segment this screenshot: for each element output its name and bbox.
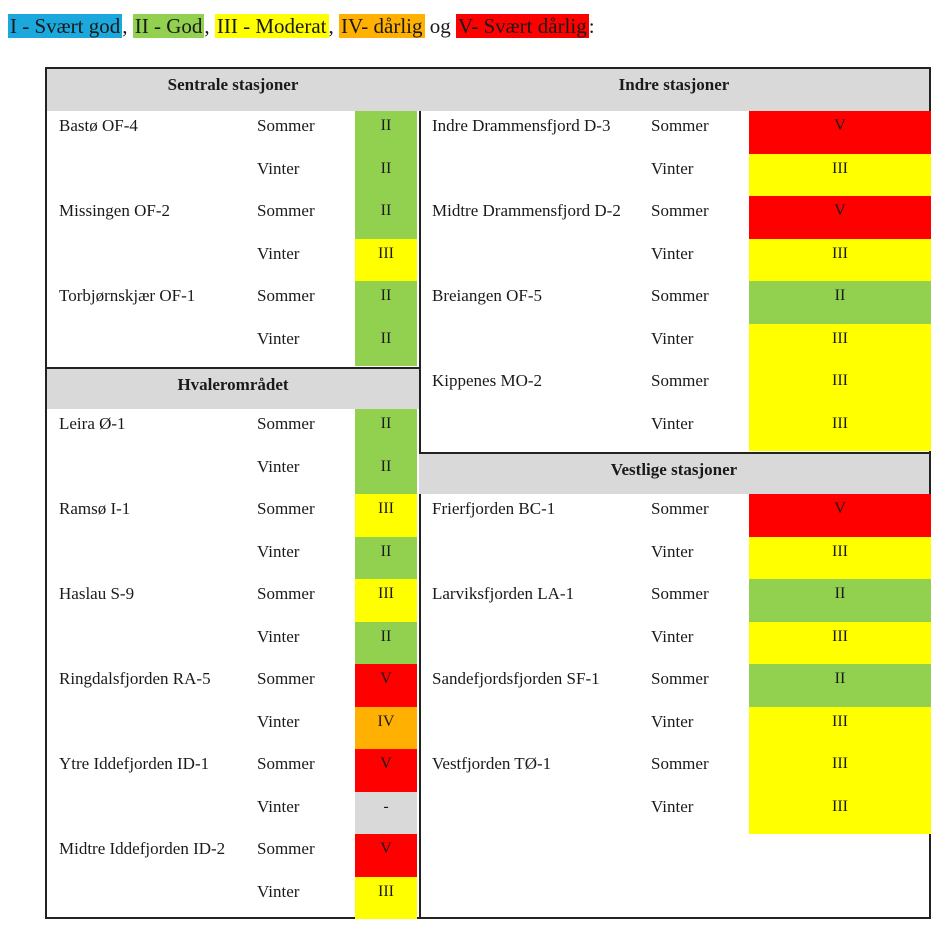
table-row [47, 877, 419, 920]
season-sommer: Sommer [257, 669, 315, 688]
class-cell-sommer: V [355, 664, 417, 707]
class-cell-vinter: III [749, 622, 931, 665]
station-name-haslau-s-9: Haslau S-9 [59, 584, 135, 603]
class-cell-sommer: III [749, 366, 931, 409]
class-cell-vinter: - [355, 792, 417, 835]
season-sommer: Sommer [257, 839, 315, 858]
section-indre-header: Indre stasjoner [419, 69, 929, 111]
table-row [47, 579, 419, 622]
class-cell-sommer: V [749, 111, 931, 154]
class-cell-vinter: II [355, 154, 417, 197]
season-sommer: Sommer [257, 414, 315, 433]
table-row [47, 834, 419, 877]
season-sommer: Sommer [651, 371, 709, 390]
legend-class-4: IV- dårlig [341, 14, 423, 38]
table-row [47, 111, 419, 154]
table-row [419, 154, 929, 197]
station-name-midtre-iddefjorden-id-2: Midtre Iddefjorden ID-2 [59, 839, 226, 858]
class-cell-vinter: III [355, 877, 417, 920]
season-vinter: Vinter [651, 796, 694, 816]
class-cell-sommer: V [749, 494, 931, 537]
season-sommer: Sommer [651, 669, 709, 688]
season-sommer: Sommer [257, 201, 315, 220]
table-row [419, 111, 929, 154]
season-sommer: Sommer [257, 754, 315, 773]
station-name-vestfjorden-t-1: Vestfjorden TØ-1 [432, 754, 552, 773]
season-vinter: Vinter [257, 243, 300, 263]
season-sommer: Sommer [257, 286, 315, 305]
class-cell-vinter: II [355, 622, 417, 665]
station-name-kippenes-mo-2: Kippenes MO-2 [432, 371, 543, 390]
class-cell-sommer: II [355, 409, 417, 452]
station-name-ytre-iddefjorden-id-1: Ytre Iddefjorden ID-1 [59, 754, 210, 773]
table-row [47, 239, 419, 282]
season-sommer: Sommer [651, 499, 709, 518]
table-row [47, 281, 419, 324]
season-vinter: Vinter [651, 541, 694, 561]
class-cell-sommer: V [355, 749, 417, 792]
season-sommer: Sommer [651, 201, 709, 220]
season-vinter: Vinter [651, 413, 694, 433]
season-sommer: Sommer [257, 116, 315, 135]
station-name-bast-of-4: Bastø OF-4 [59, 116, 138, 135]
legend-class-2: II - God [134, 14, 203, 38]
table-row [419, 792, 929, 835]
class-cell-vinter: III [749, 537, 931, 580]
season-vinter: Vinter [257, 541, 300, 561]
table-row [419, 409, 929, 452]
season-vinter: Vinter [257, 881, 300, 901]
season-vinter: Vinter [651, 626, 694, 646]
right-column [419, 69, 929, 917]
class-cell-sommer: III [355, 494, 417, 537]
table-row [419, 281, 929, 324]
season-vinter: Vinter [651, 328, 694, 348]
class-cell-sommer: II [749, 579, 931, 622]
table-row [419, 622, 929, 665]
table-row [47, 664, 419, 707]
station-name-breiangen-of-5: Breiangen OF-5 [432, 286, 543, 305]
class-cell-sommer: V [355, 834, 417, 877]
class-cell-sommer: III [749, 749, 931, 792]
season-sommer: Sommer [257, 584, 315, 603]
table-row [419, 366, 929, 409]
station-name-frierfjorden-bc-1: Frierfjorden BC-1 [432, 499, 556, 518]
table-row [47, 749, 419, 792]
season-vinter: Vinter [651, 243, 694, 263]
season-vinter: Vinter [651, 711, 694, 731]
table-row [419, 707, 929, 750]
station-name-larviksfjorden-la-1: Larviksfjorden LA-1 [432, 584, 575, 603]
class-cell-vinter: IV [355, 707, 417, 750]
table-row [419, 239, 929, 282]
table-row [419, 664, 929, 707]
legend-class-1: I - Svært god [10, 14, 121, 38]
class-cell-sommer: II [355, 281, 417, 324]
station-name-midtre-drammensfjord-d-2: Midtre Drammensfjord D-2 [432, 201, 621, 220]
season-sommer: Sommer [257, 499, 315, 518]
legend-end: : [588, 14, 595, 38]
table-row [47, 409, 419, 452]
table-row [47, 792, 419, 835]
status-table [45, 67, 931, 919]
legend-class-3: III - Moderat [216, 14, 327, 38]
station-name-sandefjordsfjorden-sf-1: Sandefjordsfjorden SF-1 [432, 669, 600, 688]
table-row [47, 196, 419, 239]
station-name-indre-drammensfjord-d-3: Indre Drammensfjord D-3 [432, 116, 611, 135]
season-sommer: Sommer [651, 286, 709, 305]
table-row [47, 324, 419, 367]
class-cell-sommer: III [355, 579, 417, 622]
season-sommer: Sommer [651, 584, 709, 603]
table-row [47, 494, 419, 537]
class-cell-vinter: III [749, 792, 931, 835]
station-name-torbj-rnskj-r-of-1: Torbjørnskjær OF-1 [59, 286, 196, 305]
class-cell-sommer: V [749, 196, 931, 239]
table-row [47, 537, 419, 580]
season-vinter: Vinter [651, 158, 694, 178]
class-cell-sommer: II [355, 111, 417, 154]
season-vinter: Vinter [257, 796, 300, 816]
table-row [419, 196, 929, 239]
season-vinter: Vinter [257, 328, 300, 348]
section-hvaler-header: Hvalerområdet [47, 367, 419, 409]
class-cell-vinter: III [749, 707, 931, 750]
season-vinter: Vinter [257, 456, 300, 476]
section-sentrale-header: Sentrale stasjoner [47, 69, 419, 111]
class-cell-vinter: III [749, 324, 931, 367]
section-vestlige-header: Vestlige stasjoner [419, 452, 929, 494]
class-cell-vinter: II [355, 537, 417, 580]
legend-sep: , [328, 14, 340, 38]
legend-og: og [424, 14, 456, 38]
left-column [47, 69, 421, 917]
class-cell-sommer: II [749, 281, 931, 324]
class-cell-sommer: II [355, 196, 417, 239]
station-name-ringdalsfjorden-ra-5: Ringdalsfjorden RA-5 [59, 669, 211, 688]
table-row [419, 579, 929, 622]
legend-class-5: V- Svært dårlig [458, 14, 587, 38]
season-vinter: Vinter [257, 158, 300, 178]
class-cell-vinter: II [355, 452, 417, 495]
table-row [47, 707, 419, 750]
legend [8, 12, 595, 40]
station-name-leira-1: Leira Ø-1 [59, 414, 126, 433]
station-name-missingen-of-2: Missingen OF-2 [59, 201, 170, 220]
season-vinter: Vinter [257, 626, 300, 646]
legend-sep: , [204, 14, 215, 38]
table-row [47, 154, 419, 197]
station-name-rams-i-1: Ramsø I-1 [59, 499, 131, 518]
legend-sep: , [122, 14, 133, 38]
class-cell-vinter: III [749, 409, 931, 452]
season-vinter: Vinter [257, 711, 300, 731]
table-row [419, 494, 929, 537]
class-cell-sommer: II [749, 664, 931, 707]
table-row [47, 452, 419, 495]
table-row [419, 749, 929, 792]
table-row [419, 324, 929, 367]
season-sommer: Sommer [651, 116, 709, 135]
class-cell-vinter: III [749, 154, 931, 197]
table-row [47, 622, 419, 665]
class-cell-vinter: II [355, 324, 417, 367]
table-row [419, 537, 929, 580]
season-sommer: Sommer [651, 754, 709, 773]
class-cell-vinter: III [749, 239, 931, 282]
class-cell-vinter: III [355, 239, 417, 282]
